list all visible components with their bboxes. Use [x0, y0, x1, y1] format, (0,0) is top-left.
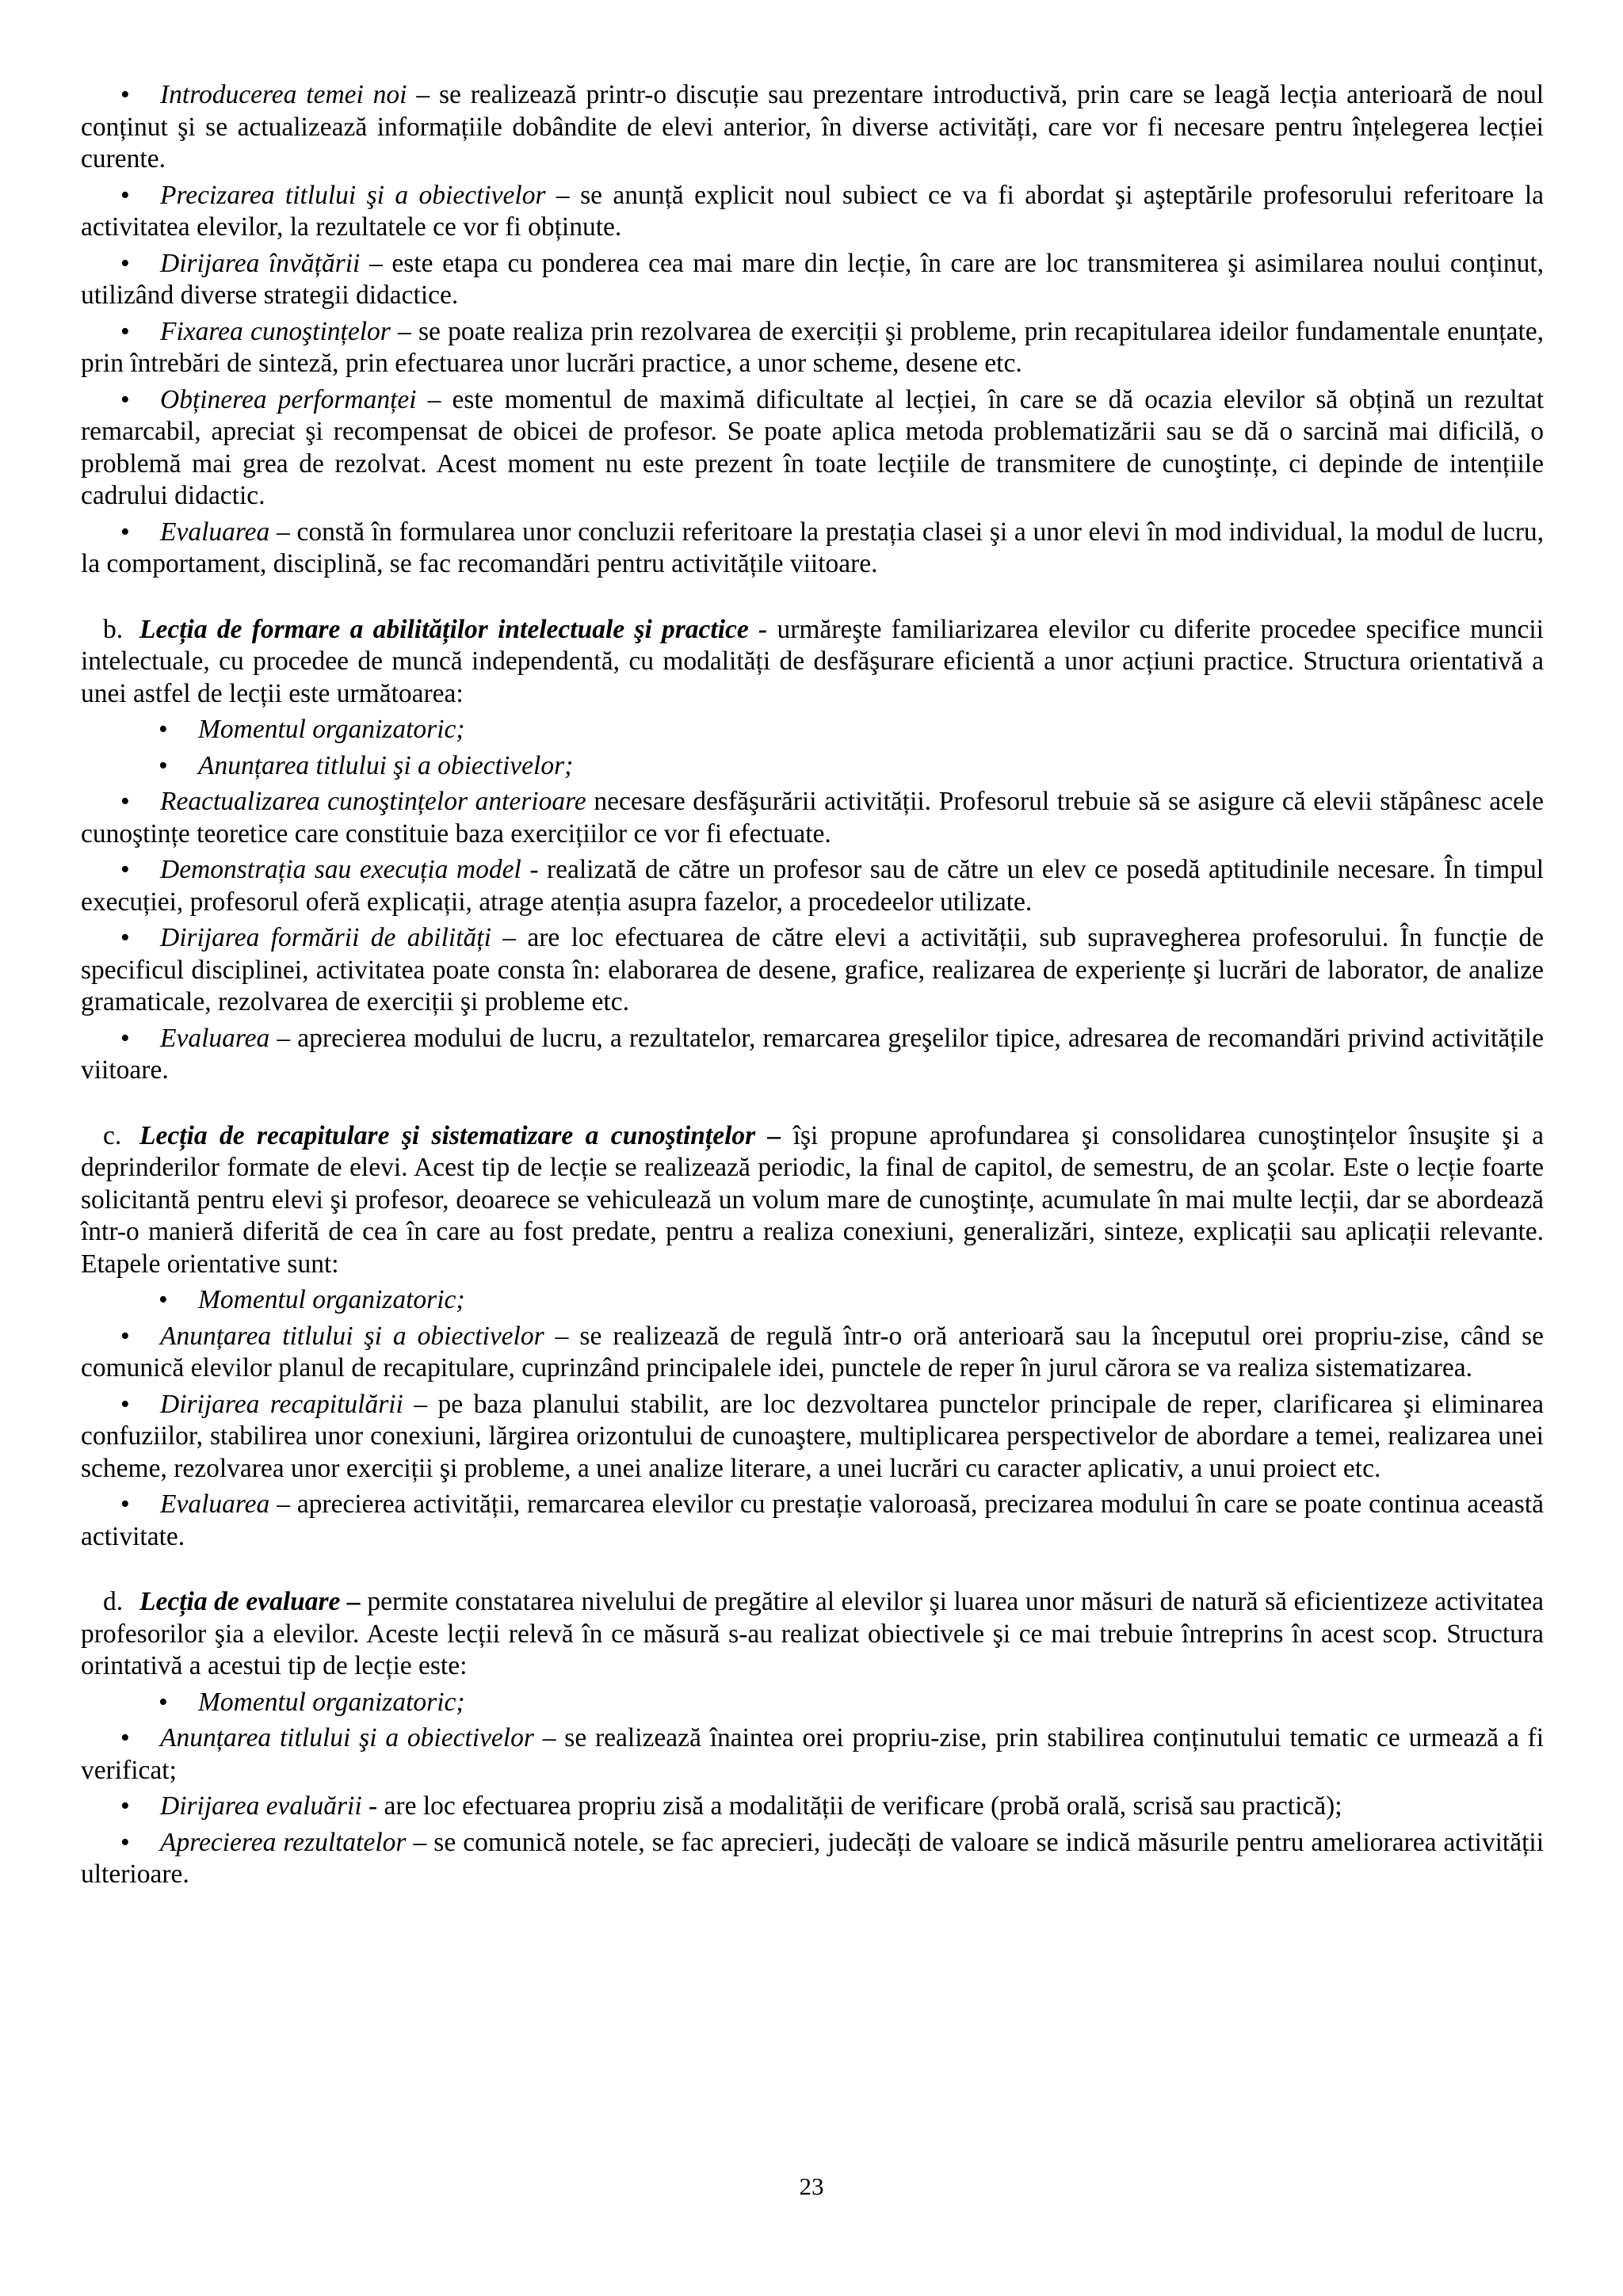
list-item: • Demonstrația sau execuția model - realizată de către un profesor sau de către un elev ce posedă aptitudinile necesare. În timpul execuției, profesorul oferă explicații, atrage atenția asupra fazelor, a procedeelor utilizate.: [81, 854, 1544, 918]
list-item: • Evaluarea – aprecierea activității, remarcarea elevilor cu prestație valoroasă, precizarea modului în care se poate continua această activitate.: [81, 1489, 1544, 1553]
list-item: • Evaluarea – constă în formularea unor concluzii referitoare la prestația clasei şi a unor elevi în mod individual, la modul de lucru, la comportament, disciplină, se fac recomandări pentru activitățile viitoare.: [81, 517, 1544, 581]
section-d-title: Lecția de evaluare –: [139, 1587, 361, 1616]
list-item: • Aprecierea rezultatelor – se comunică notele, se fac aprecieri, judecăți de valoare se indică măsurile pentru ameliorarea activității ulterioare.: [81, 1827, 1544, 1891]
list-item: • Anunțarea titlului şi a obiectivelor;: [81, 750, 1544, 783]
section-d-intro: d. Lecția de evaluare – permite constatarea nivelului de pregătire al elevilor şi luarea unor măsuri de natură să eficientizeze activitatea profesorilor şia a elevilor. Aceste lecții relevă în ce măsură s-au realizat obiectivele şi ce mai trebuie întreprins în acest scop. Structura orintativă a acestui tip de lecție este:: [81, 1587, 1544, 1680]
lesson-steps-list: [81, 79, 1544, 581]
page-number: 23: [799, 2172, 824, 2200]
list-item: • Obținerea performanței – este momentul de maximă dificultate al lecției, în care se dă ocazia elevilor să obțină un rezultat remarcabil, apreciat şi recompensat de obicei de profesor. Se poate aplica metoda problematizării sau se dă o sarcină mai dificilă, o problemă mai grea de rezolvat. Acest moment nu este prezent în toate lecțiile de transmitere de cunoştințe, ci depinde de intențiile cadrului didactic.: [81, 384, 1544, 513]
list-item: • Fixarea cunoştințelor – se poate realiza prin rezolvarea de exerciții şi probleme, prin recapitularea ideilor fundamentale enunțate, prin întrebări de sinteză, prin efectuarea unor lucrări practice, a unor scheme, desene etc.: [81, 316, 1544, 380]
list-item: • Dirijarea formării de abilități – are loc efectuarea de către elevi a activității, sub supravegherea profesorului. În funcție de specificul disciplinei, activitatea poate consta în: elaborarea de desene, grafice, realizarea de experiențe şi lucrări de laborator, de analize gramaticale, rezolvarea de exerciții şi probleme etc.: [81, 922, 1544, 1019]
section-c-title: Lecția de recapitulare şi sistematizare a cunoştințelor –: [139, 1120, 781, 1150]
list-item: • Dirijarea recapitulării – pe baza planului stabilit, are loc dezvoltarea punctelor principale de reper, clarificarea şi eliminarea confuziilor, stabilirea unor conexiuni, lărgirea orizontului de cunoaştere, multiplicarea perspectivelor de abordare a temei, realizarea unei scheme, rezolvarea unor exerciții şi probleme, a unei analize literare, a unei lucrări cu caracter aplicativ, a unui proiect etc.: [81, 1389, 1544, 1486]
list-item: • Introducerea temei noi – se realizează printr-o discuție sau prezentare introductivă, prin care se leagă lecția anterioară de noul conținut şi se actualizează informațiile dobândite de elevi anterior, în diverse activități, care vor fi necesare pentru înțelegerea lecției curente.: [81, 79, 1544, 176]
list-item: • Reactualizarea cunoştințelor anterioare necesare desfăşurării activității. Profesorul trebuie să se asigure că elevii stăpânesc acele cunoştințe teoretice care constituie baza exercițiilor ce vor fi efectuate.: [81, 786, 1544, 850]
list-item: • Anunțarea titlului şi a obiectivelor – se realizează de regulă într-o oră anterioară sau la începutul orei propriu-zise, când se comunică elevilor planul de recapitulare, cuprinzând principalele idei, punctele de reper în jurul cărora se va realiza sistematizarea.: [81, 1321, 1544, 1385]
list-item: • Dirijarea învățării – este etapa cu ponderea cea mai mare din lecție, în care are loc transmiterea şi asimilarea noului conținut, utilizând diverse strategii didactice.: [81, 248, 1544, 312]
list-item: • Momentul organizatoric;: [81, 1284, 1544, 1317]
section-b-title: Lecția de formare a abilităților intelectuale şi practice -: [139, 614, 768, 644]
list-item: • Momentul organizatoric;: [81, 714, 1544, 746]
section-c-intro: c. Lecția de recapitulare şi sistematizare a cunoştințelor – îşi propune aprofundarea şi consolidarea cunoştințelor însuşite şi a deprinderilor formate de elevi. Acest tip de lecție se realizează periodic, la final de capitol, de semestru, de an şcolar. Este o lecție foarte solicitantă pentru elevi şi profesor, deoarece se vehiculează un volum mare de cunoştințe, acumulate în mai multe lecții, dar se abordează într-o manieră diferită de cea în care au fost predate, pentru a realiza conexiuni, generalizări, sinteze, explicații sau aplicații relevante. Etapele orientative sunt:: [81, 1120, 1545, 1279]
list-item: • Dirijarea evaluării - are loc efectuarea propriu zisă a modalității de verificare (probă orală, scrisă sau practică);: [81, 1791, 1544, 1823]
section-b-intro: b. Lecția de formare a abilităților intelectuale şi practice - urmăreşte familiarizarea elevilor cu diferite procedee specifice muncii intelectuale, cu procedee de muncă independentă, cu modalități de desfăşurare eficientă a unor acțiuni practice. Structura orientativă a unei astfel de lecții este următoarea:: [81, 614, 1544, 708]
list-item: • Anunțarea titlului şi a obiectivelor – se realizează înaintea orei propriu-zise, prin stabilirea conținutului tematic ce urmează a fi verificat;: [81, 1722, 1544, 1787]
list-item: • Momentul organizatoric;: [81, 1687, 1544, 1719]
list-item: • Evaluarea – aprecierea modului de lucru, a rezultatelor, remarcarea greşelilor tipice, adresarea de recomandări privind activitățile viitoare.: [81, 1023, 1544, 1087]
list-item: • Precizarea titlului şi a obiectivelor – se anunță explicit noul subiect ce va fi abordat şi aşteptările profesorului referitoare la activitatea elevilor, la rezultatele ce vor fi obținute.: [81, 180, 1544, 244]
